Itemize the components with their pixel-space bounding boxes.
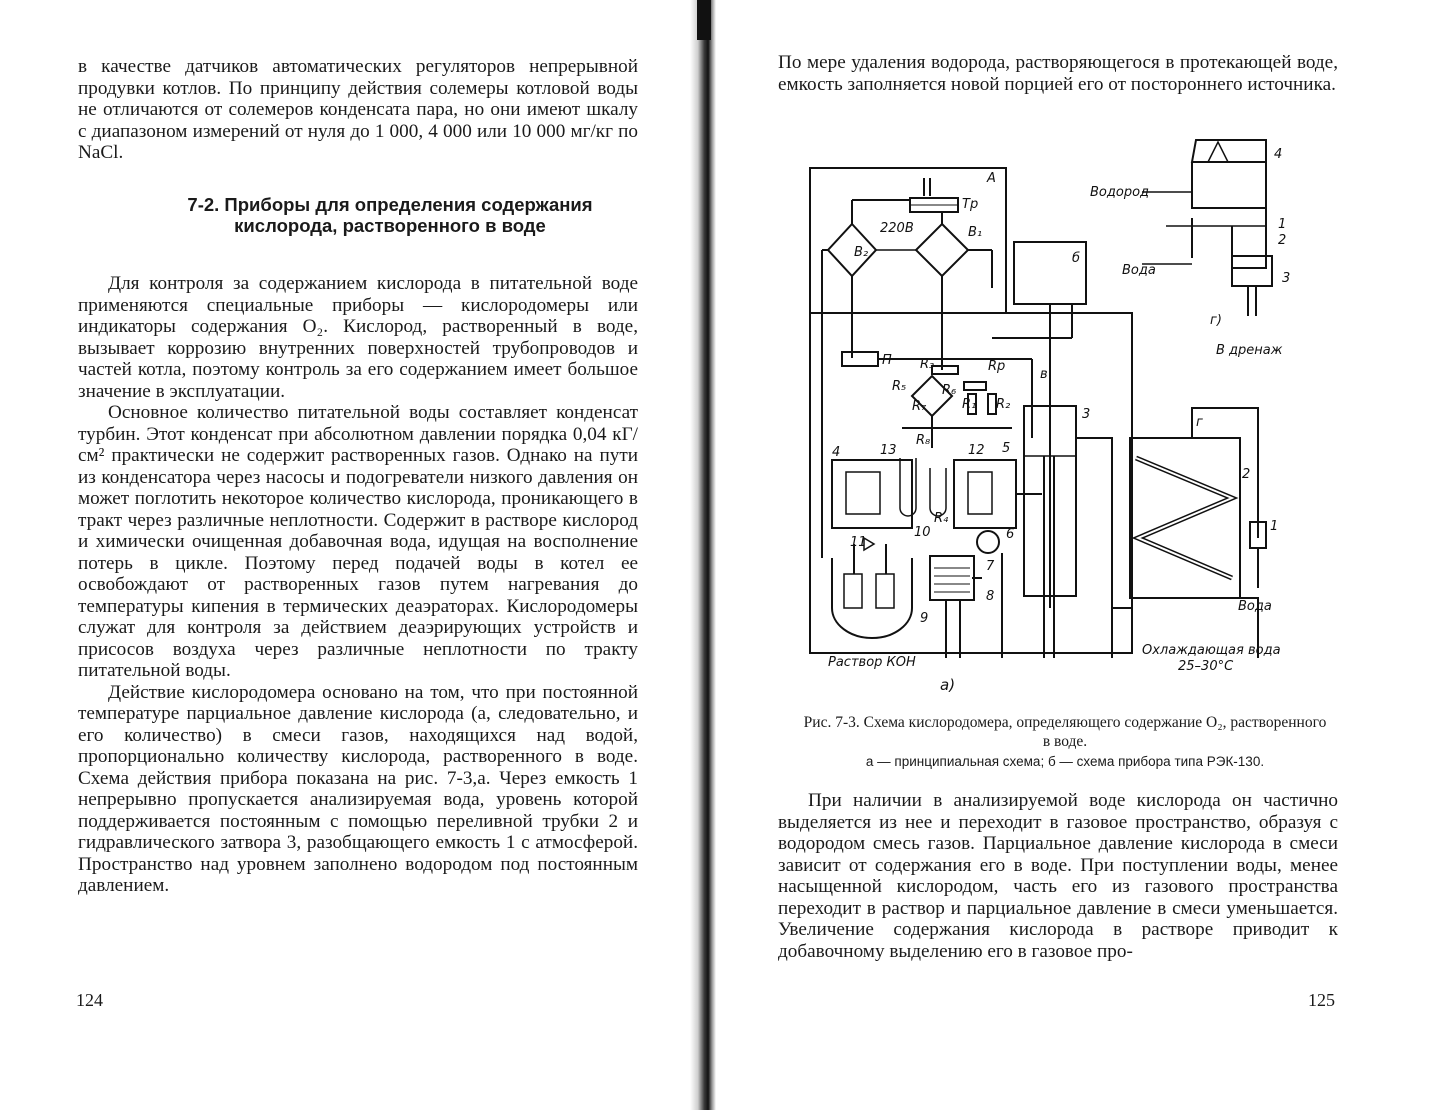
vessel-7: [930, 556, 974, 600]
label-rp: Rр: [988, 359, 1006, 374]
label-water: Вода: [1238, 599, 1272, 614]
pump-6: [977, 531, 999, 553]
label-p: П: [882, 353, 892, 368]
label-6: 6: [1006, 527, 1015, 542]
left-body-text: [78, 273, 638, 897]
label-g: г: [1196, 415, 1203, 430]
label-water-top: Вода: [1122, 263, 1156, 278]
figure-caption: Рис. 7-3. Схема кислородомера, определяющего содержание O₂, растворенного в воде.: [803, 714, 1327, 750]
label-cooling: Охлаждающая вода: [1142, 643, 1281, 658]
label-temp: 25–30°С: [1178, 659, 1234, 674]
hydrogen-vessel-top: [1192, 140, 1266, 162]
paragraph-feed-water: Основное количество питательной воды составляет конденсат турбин. Этот конденсат при абсолютном давлении порядка 0,04 кГ/см² практически не содержит растворенных газов. Однако на пути из конденсатора через насосы и подогреватели низкого давления он может поглотить некоторое количество кислорода, проникающего в тракт через различные неплотности. Содержит в растворе кислород и химически очищенная добавочная вода, идущая на восполнение потерь в цикле. Поэтому перед подачей воды в котел ее освобождают от растворенных газов путем нагревания до температуры кипения в термических деаэраторах. Кислородомеры служат для контроля за действием деаэрирующих устройств и присосов воздуха через различные неплотности по тракту питательной воды.: [78, 402, 638, 681]
switch-p: [842, 352, 878, 366]
page-number-left: 124: [76, 990, 103, 1010]
label-220v: 220В: [880, 221, 914, 236]
label-r7: R₇: [912, 399, 927, 414]
page-number-right: 125: [1308, 990, 1335, 1010]
label-b: б: [1072, 251, 1081, 266]
label-tr: Тр: [962, 197, 979, 212]
frame-a: [810, 168, 1006, 313]
label-2: 2: [1242, 467, 1251, 482]
label-r8: R₈: [916, 433, 931, 448]
paragraph-partial-pressure: При наличии в анализируемой воде кислорода он частично выделяется из нее и переходит в газовое пространство, образуя с водородом смесь газов. Парциальное давление кислорода в смеси зависит от содержания его в воде. При поступлении воды, менее насыщенной кислородом, часть его из газового пространства переходит в раствор и парциальное давление в смеси уменьшается. Увеличение содержания кислорода в растворе приводит к добавочному выделению его в газовое про-: [778, 790, 1338, 962]
label-7: 7: [986, 559, 995, 574]
label-11: 11: [850, 535, 867, 550]
label-v1: В₁: [968, 225, 983, 240]
intro-paragraph-right: По мере удаления водорода, растворяющегося в протекающей воде, емкость заполняется новой порцией его от постороннего источника.: [778, 52, 1338, 95]
label-r4: R₄: [934, 511, 949, 526]
label-5: 5: [1002, 441, 1011, 456]
label-r2: R₂: [996, 397, 1011, 412]
left-intro-text: [78, 56, 638, 164]
label-r5: R₅: [892, 379, 907, 394]
rectifier-b2: [828, 224, 876, 276]
oxygen-meter-diagram: [792, 138, 1312, 698]
label-8: 8: [986, 589, 995, 604]
label-koh: Раствор КОН: [828, 655, 916, 670]
label-4: 4: [832, 445, 841, 460]
label-r3: R₃: [920, 357, 935, 372]
section-heading: 7-2. Приборы для определения содержания кислорода, растворенного в воде: [187, 194, 593, 236]
label-g4: 4: [1274, 147, 1283, 162]
label-g2: 2: [1278, 233, 1287, 248]
paragraph-oxygen-control: Для контроля за содержанием кислорода в питательной воде применяются специальные приборы — кислородомеры или индикаторы содержания O₂. Кислород, растворенный в воде, вызывает коррозию внутренних поверхностей трубопроводов и частей котла, поэтому контроль за его содержанием имеет большое значение в эксплуатации.: [78, 273, 638, 402]
label-sub-a: а): [940, 676, 956, 694]
label-12: 12: [968, 443, 985, 458]
label-g3: 3: [1282, 271, 1291, 286]
intro-paragraph: в качестве датчиков автоматических регуляторов непрерывной продувки котлов. По принципу действия солемеры котловой воды не отличаются от солемеров конденсата пара, но они имеют шкалу с диапазоном измерений от нуля до 1 000, 4 000 или 10 000 мг/кг по NaCl.: [78, 56, 638, 163]
label-v: в: [1040, 367, 1048, 382]
label-1: 1: [1270, 519, 1279, 534]
paragraph-principle: Действие кислородомера основано на том, что при постоянной температуре парциальное давление кислорода (а, следовательно, и его количество) в смеси газов, находящихся над водой, пропорционально количеству кислорода, растворенного в воде. Схема действия прибора показана на рис. 7-3,а. Через емкость 1 непрерывно пропускается анализируемая вода, уровень которой поддерживается постоянным с помощью переливной трубки 2 и гидравлического затвора 3, разобщающего емкость 1 с атмосферой. Пространство над уровнем заполнено водородом под постоянным давлением.: [78, 681, 638, 896]
label-r6: R₆: [942, 383, 957, 398]
label-10: 10: [914, 525, 931, 540]
frame-v: [810, 313, 1132, 653]
label-hydrogen: Водород: [1090, 185, 1150, 200]
label-9: 9: [920, 611, 929, 626]
label-a: А: [987, 171, 996, 186]
label-13: 13: [880, 443, 897, 458]
label-g1: 1: [1278, 217, 1287, 232]
label-r1: R₁: [962, 397, 977, 412]
right-intro-text: [778, 52, 1338, 95]
rectifier-b1: [916, 224, 968, 276]
left-page: [0, 0, 700, 1110]
label-drain: В дренаж: [1216, 343, 1283, 358]
right-body-text: [778, 790, 1338, 962]
right-page: [712, 0, 1432, 1110]
chamber-5: [954, 460, 1016, 528]
label-v2: В₂: [854, 245, 869, 260]
label-3: 3: [1082, 407, 1091, 422]
label-sub-g: г): [1210, 313, 1222, 328]
figure-subcaption: а — принципиальная схема; б — схема прибора типа РЭК-130.: [865, 754, 1265, 769]
